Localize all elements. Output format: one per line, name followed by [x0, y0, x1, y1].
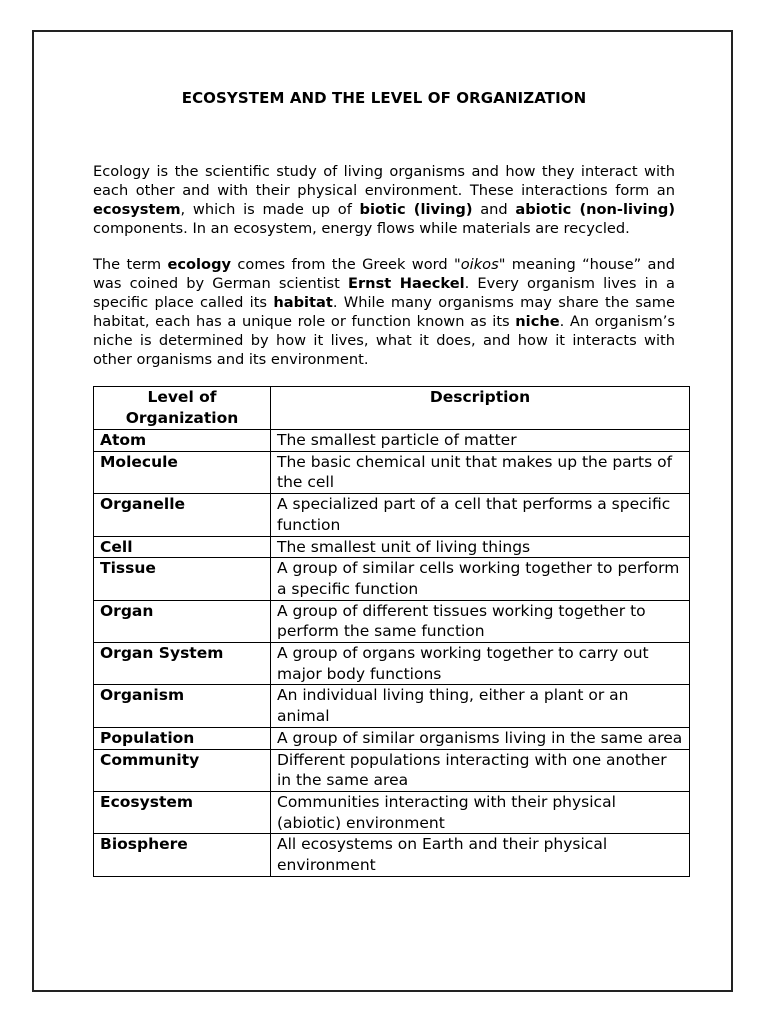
term-abiotic: abiotic (non-living) [515, 201, 676, 218]
p2-text-4: . Every organism lives in a specific place called its [93, 275, 676, 311]
description-cell: All ecosystems on Earth and their physical environment [271, 834, 690, 876]
level-cell: Organ [94, 600, 271, 642]
term-oikos: "oikos" [454, 256, 506, 273]
level-cell: Organ System [94, 643, 271, 685]
table-row [94, 558, 690, 600]
description-cell: A group of organs working together to carry out major body functions [271, 643, 690, 685]
table-row [94, 536, 690, 558]
level-cell: Organelle [94, 494, 271, 536]
p1-text-3: and [472, 201, 516, 218]
table-row [94, 600, 690, 642]
description-cell: A specialized part of a cell that performs a specific function [271, 494, 690, 536]
table-row [94, 643, 690, 685]
p1-text-2: , which is made up of [180, 201, 360, 218]
table-row [94, 791, 690, 833]
description-cell: The smallest particle of matter [271, 430, 690, 452]
description-cell: Different populations interacting with one another in the same area [271, 749, 690, 791]
level-cell: Molecule [94, 451, 271, 493]
description-cell: An individual living thing, either a plant or an animal [271, 685, 690, 727]
levels-table [93, 386, 690, 877]
level-cell: Biosphere [94, 834, 271, 876]
table-row [94, 430, 690, 452]
intro-paragraph [93, 162, 675, 238]
term-ecology: ecology [167, 256, 232, 273]
term-ecosystem: ecosystem [93, 201, 181, 218]
description-cell: A group of similar organisms living in the same area [271, 727, 690, 749]
description-cell: A group of similar cells working together to perform a specific function [271, 558, 690, 600]
page-title: ECOSYSTEM AND THE LEVEL OF ORGANIZATION [181, 89, 587, 107]
table-row [94, 451, 690, 493]
level-cell: Atom [94, 430, 271, 452]
table-row [94, 685, 690, 727]
header-description: Description [271, 387, 690, 430]
level-cell: Community [94, 749, 271, 791]
p2-text-5: . While many organisms may share the same habitat, each has a unique role or function known as its [93, 294, 675, 330]
description-cell: A group of different tissues working together to perform the same function [271, 600, 690, 642]
table-row [94, 494, 690, 536]
p1-text-1: Ecology is the scientific study of living organisms and how they interact with each other and with their physical environment. These interactions form an [93, 163, 675, 199]
p2-text-1: The term [93, 256, 168, 273]
level-cell: Cell [94, 536, 271, 558]
p1-text-4: components. In an ecosystem, energy flows while materials are recycled. [93, 220, 630, 237]
table-row [94, 834, 690, 876]
term-habitat: habitat [273, 294, 333, 311]
p2-text-6: . An organism’s niche is determined by how it lives, what it does, and how it interacts with other organisms and its environment. [93, 313, 676, 368]
level-cell: Population [94, 727, 271, 749]
level-cell: Ecosystem [94, 791, 271, 833]
term-biotic: biotic (living) [359, 201, 473, 218]
description-cell: The smallest unit of living things [271, 536, 690, 558]
description-cell: The basic chemical unit that makes up the parts of the cell [271, 451, 690, 493]
p2-text-2: comes from the Greek word [231, 256, 455, 273]
table-row [94, 749, 690, 791]
header-level: Level of Organization [94, 387, 271, 430]
table-header-row [94, 387, 690, 430]
p2-text-3: meaning “house” and was coined by German scientist [93, 256, 675, 292]
level-cell: Tissue [94, 558, 271, 600]
level-cell: Organism [94, 685, 271, 727]
term-niche: niche [515, 313, 560, 330]
term-haeckel: Ernst Haeckel [348, 275, 465, 292]
ecology-paragraph [93, 255, 675, 369]
table-row [94, 727, 690, 749]
description-cell: Communities interacting with their physical (abiotic) environment [271, 791, 690, 833]
